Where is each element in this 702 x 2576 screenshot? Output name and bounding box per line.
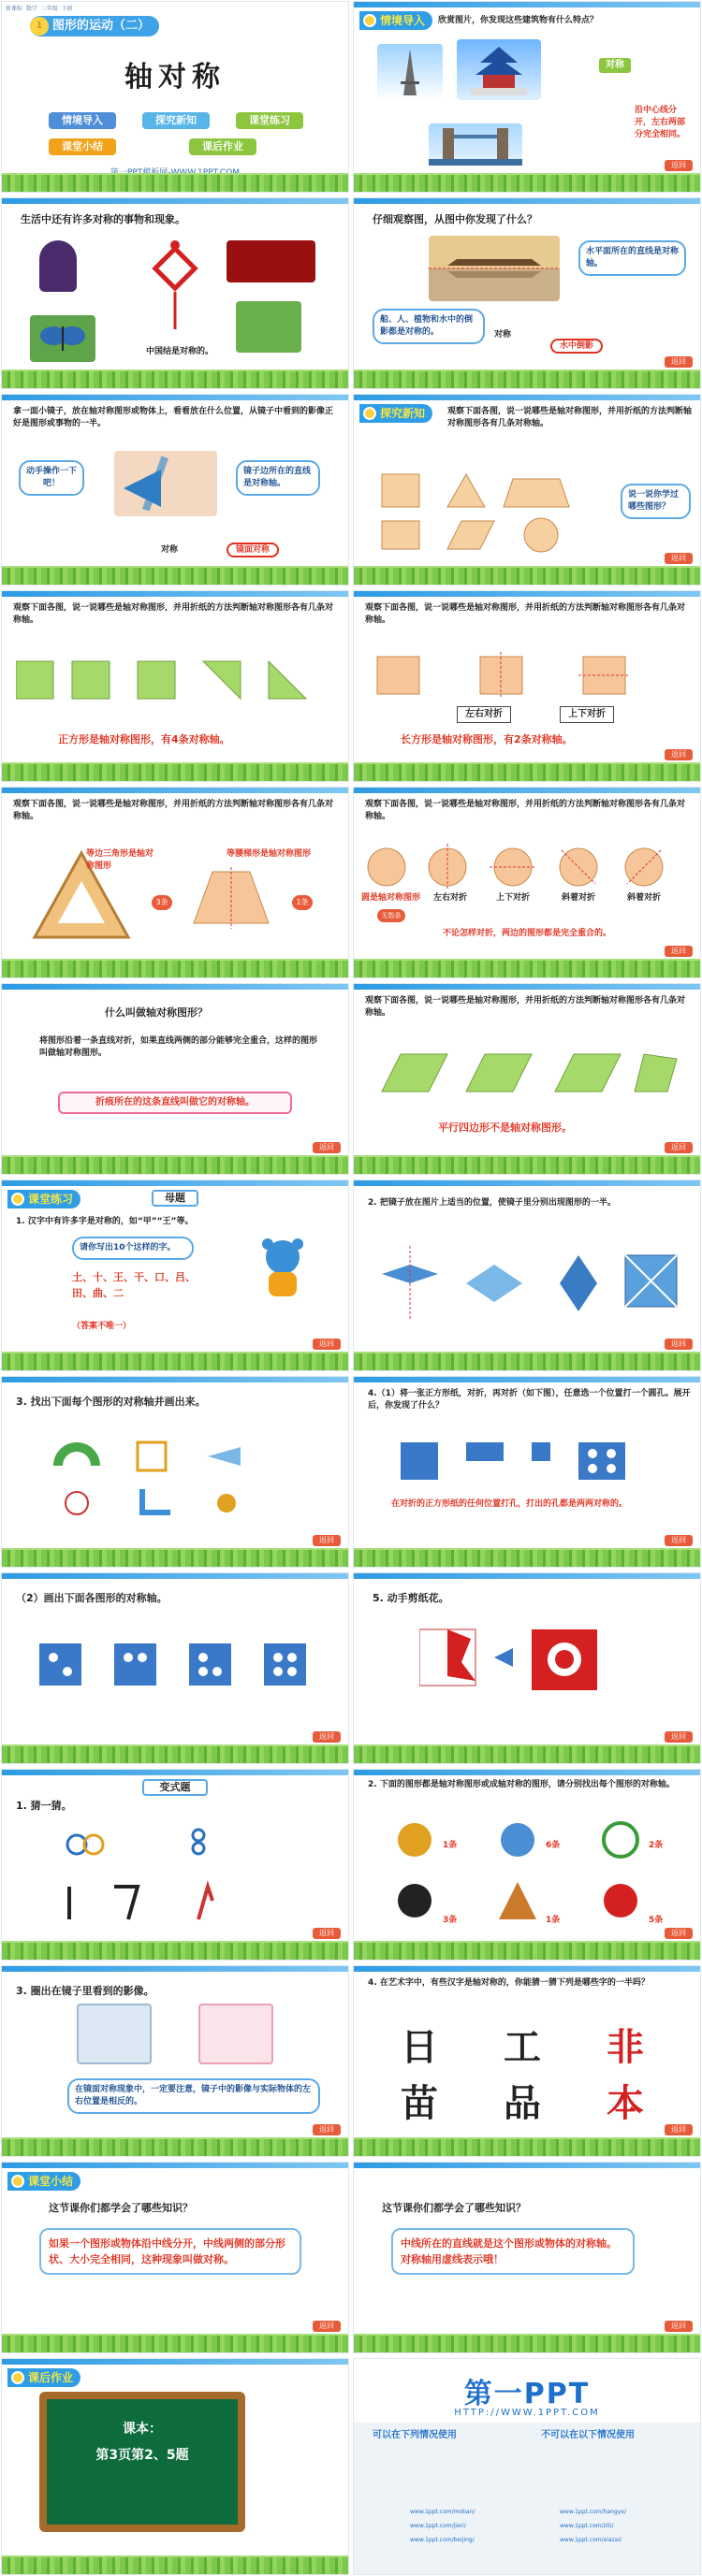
homework-board <box>39 2392 245 2532</box>
mirror-tip: 在镜面对称现象中，一定要注意，镜子中的影像与实际物体的左右位置是相反的。 <box>67 2078 320 2114</box>
pattern-count-5: 1条 <box>546 1916 561 1925</box>
fold-label-2: 上下对折 <box>496 893 531 903</box>
question-axes: 2. 下面的图形都是轴对称图形或成轴对称的图形，请分别找出每个图形的对称轴。 <box>368 1780 675 1789</box>
half-char-3 <box>198 1887 212 1919</box>
trapezoid-figure <box>189 867 273 933</box>
link-2[interactable]: www.1ppt.com/hangye/ <box>560 2509 626 2515</box>
flower-figure <box>66 1492 88 1514</box>
circle-shape <box>524 518 558 552</box>
back-button[interactable]: 返回 <box>313 1928 341 1939</box>
definition-question: 什么叫做轴对称图形？ <box>105 1006 208 1019</box>
link-4[interactable]: www.1ppt.com/ziti/ <box>560 2523 614 2529</box>
eiffel-tower-image <box>377 44 443 100</box>
art-char-3: 非 <box>607 2026 644 2069</box>
triangle-label: 等边三角形是轴对称图形 <box>86 849 154 871</box>
slide-circle-fold <box>353 787 701 978</box>
back-button[interactable]: 返回 <box>665 2321 693 2332</box>
pattern-star <box>560 1255 597 1311</box>
back-button[interactable]: 返回 <box>313 2321 341 2332</box>
cartoon-bear-icon <box>255 1237 311 1302</box>
question-text: 欣赏图片，你发现这些建筑物有什么特点？ <box>438 16 599 25</box>
back-button[interactable]: 返回 <box>665 1535 693 1546</box>
guess-question: 1. 猜一猜。 <box>16 1800 72 1812</box>
menu-summary-button[interactable]: 课堂小结 <box>49 138 116 155</box>
sun-figure <box>217 1494 236 1512</box>
back-button[interactable]: 返回 <box>665 1928 693 1939</box>
triangle-shape <box>447 474 485 507</box>
grass-decoration <box>2 1941 348 1960</box>
menu-homework-button[interactable]: 课后作业 <box>189 138 256 155</box>
arch-figure <box>53 1442 100 1466</box>
grass-decoration <box>354 173 700 192</box>
variant-title: 变式题 <box>142 1779 208 1796</box>
back-button[interactable]: 返回 <box>665 749 693 760</box>
question-mirror: 3. 圈出在镜子里看到的影像。 <box>16 1985 154 1997</box>
info-panel <box>354 2423 701 2575</box>
scissors-icon <box>398 1823 431 1857</box>
axis-figures <box>39 1428 311 1522</box>
observe-text: 观察下面各图，说一说哪些是轴对称图形，并用折纸的方法判断轴对称图形各有几条对称轴。 <box>447 407 693 428</box>
mother-question-label: 母题 <box>152 1190 198 1207</box>
grass-decoration <box>2 1548 348 1567</box>
back-button[interactable]: 返回 <box>313 2124 341 2135</box>
back-button[interactable]: 返回 <box>665 1731 693 1743</box>
tag-dot-icon <box>363 407 376 420</box>
link-5[interactable]: www.1ppt.com/beijing/ <box>410 2537 475 2543</box>
menu-intro-button[interactable]: 情境导入 <box>49 112 116 129</box>
emblem-icon <box>398 1884 431 1918</box>
brand-logo: 第一PPT <box>463 2378 591 2410</box>
parallelogram-folds <box>373 1049 681 1096</box>
tag-dot-icon <box>11 1193 24 1206</box>
slide-paper-cut <box>353 1572 701 1764</box>
mirror-tag: 镜面对称 <box>227 543 279 557</box>
cloud-left: 动手操作一下吧！ <box>19 460 84 496</box>
answer-note: （答案不唯一） <box>72 1322 132 1331</box>
slide-draw-axis <box>1 1572 349 1764</box>
unit-title: 图形的运动（二） <box>30 16 159 36</box>
reflection-note-callout: 船、人、植物和水中的倒影都是对称的。 <box>373 309 485 344</box>
circle-conclusion: 不论怎样对折，两边的图形都是完全重合的。 <box>443 929 612 938</box>
back-button[interactable]: 返回 <box>665 160 693 171</box>
answer-characters: 土、十、王、干、口、吕、田、曲、二 <box>72 1271 196 1299</box>
square-folds <box>16 657 334 713</box>
slide-summary <box>1 2162 349 2353</box>
summary-text: 如果一个图形或物体沿中线分开，中线两侧的部分形状、大小完全相同，这种现象叫做对称。 <box>39 2228 301 2275</box>
knot-circle-1 <box>193 1830 204 1841</box>
observe-text: 观察下面各图，说一说哪些是轴对称图形，并用折纸的方法判断轴对称图形各有几条对称轴。 <box>365 996 686 1018</box>
slide-observe-boat <box>353 197 701 389</box>
paper-full <box>401 1442 438 1480</box>
fold-ud-label: 上下对折 <box>560 706 614 723</box>
pattern-count-4: 3条 <box>443 1916 458 1925</box>
fold-label-3: 斜着对折 <box>562 893 596 903</box>
question-draw-axis: （2）画出下面各图形的对称轴。 <box>16 1592 168 1604</box>
slide-symmetry-life <box>1 197 349 389</box>
link-6[interactable]: www.1ppt.com/xiazai/ <box>560 2537 622 2543</box>
tower-bridge-image <box>429 123 522 166</box>
paper-quarter <box>532 1442 550 1461</box>
question-art: 4. 在艺术字中，有些汉字是轴对称的，你能猜一猜下列是哪些字的一半吗？ <box>368 1978 650 1988</box>
grass-decoration <box>354 1352 700 1370</box>
back-button[interactable]: 返回 <box>665 1339 693 1350</box>
slide-find-axis <box>1 1376 349 1568</box>
square-fold-4 <box>269 661 306 699</box>
grass-decoration <box>354 2137 700 2156</box>
back-button[interactable]: 返回 <box>313 1731 341 1743</box>
observe-text: 观察下面各图，说一说哪些是轴对称图形，并用折纸的方法判断轴对称图形各有几条对称轴。 <box>13 800 334 821</box>
definition-text: 将图形沿着一条直线对折，如果直线两侧的部分能够完全重合，这样的图形叫做轴对称图形。 <box>39 1036 318 1058</box>
slide-find-axes <box>353 1769 701 1961</box>
question-1: 1. 汉字中有许多字是对称的，如“甲”“王”等。 <box>16 1217 194 1226</box>
grass-decoration <box>2 1744 348 1763</box>
grass-decoration <box>354 959 700 977</box>
back-button[interactable]: 返回 <box>313 1535 341 1546</box>
section-tag: 课后作业 <box>7 2368 80 2387</box>
temple-icon <box>457 39 541 100</box>
triangle-count: 3条 <box>152 895 172 910</box>
butterfly-image <box>30 315 95 362</box>
mirror-text: 拿一面小镜子，放在轴对称图形或物体上，看看放在什么位置，从镜子中看到的影像正好是图形或事物的一半。 <box>13 407 334 428</box>
grass-decoration <box>354 1744 700 1763</box>
tag-dot-icon <box>11 2371 24 2384</box>
paper-cut-figures <box>419 1625 607 1700</box>
rectangle-conclusion: 长方形是轴对称图形，有2条对称轴。 <box>401 733 573 745</box>
parallelogram-fold-1 <box>466 1054 532 1092</box>
question-2: 2. 把镜子放在图片上适当的位置，使镜子里分别出现图形的一半。 <box>368 1198 616 1208</box>
chinese-knot-icon <box>142 236 208 339</box>
slide-cover[interactable] <box>1 1 349 193</box>
half-char-1 <box>67 1887 71 1919</box>
square-fold-1 <box>72 661 110 699</box>
back-button[interactable]: 返回 <box>313 1339 341 1350</box>
grass-decoration <box>354 2334 700 2352</box>
grass-decoration <box>354 1155 700 1174</box>
summary-text: 中线所在的直线就是这个图形或物体的对称轴。对称轴用虚线表示哦！ <box>391 2228 635 2275</box>
slide-definition <box>1 983 349 1175</box>
pattern-flower <box>466 1265 522 1302</box>
grass-decoration <box>354 566 700 585</box>
boat-reflection-image <box>429 236 560 301</box>
link-3[interactable]: www.1ppt.com/jieri/ <box>410 2523 466 2529</box>
observe-text: 观察下面各图，说一说哪些是轴对称图形，并用折纸的方法判断轴对称图形各有几条对称轴。 <box>365 800 686 821</box>
knot-circle-2 <box>193 1843 204 1854</box>
circle-count: 无数条 <box>377 909 405 922</box>
grass-decoration <box>2 2137 348 2156</box>
axis-note-callout: 水平面所在的直线是对称轴。 <box>578 240 686 276</box>
grass-decoration <box>2 1352 348 1370</box>
fold-lr-label: 左右对折 <box>457 706 511 723</box>
folding-steps <box>401 1438 644 1484</box>
slide-mirror-half <box>353 1179 701 1371</box>
slide-practice-characters <box>1 1179 349 1371</box>
boat-icon <box>429 236 560 301</box>
square-conclusion: 正方形是轴对称图形，有4条对称轴。 <box>58 733 230 745</box>
brand-url: HTTP://WWW.1PPT.COM <box>454 2408 600 2418</box>
art-char-5: 品 <box>504 2082 541 2125</box>
trapezoid-shape <box>504 479 569 507</box>
chinese-knot-image <box>142 236 208 339</box>
cloud-right: 镜子边所在的直线是对称轴。 <box>236 460 320 496</box>
rectangle-folds <box>368 652 686 708</box>
paper-unfolded <box>578 1442 625 1480</box>
unit-badge: 1 <box>30 17 49 36</box>
symmetry-label: 对称 <box>161 545 179 555</box>
half-figures <box>58 1826 301 1929</box>
board-title: 课本： <box>123 2422 162 2437</box>
knot-icon <box>604 1823 637 1857</box>
pattern-count-3: 2条 <box>649 1841 664 1850</box>
answer-label: 对称 <box>599 58 631 73</box>
usage-allowed-heading: 可以在下列情况使用 <box>373 2430 457 2440</box>
slide-triangle-trapezoid <box>1 787 349 978</box>
hole-answer: 在对折的正方形纸的任何位置打孔，打出的孔都是两两对称的。 <box>391 1499 628 1509</box>
square-fold-2 <box>138 661 175 699</box>
slide-paper-hole <box>353 1376 701 1568</box>
pattern-count-1: 1条 <box>443 1841 458 1850</box>
question-bubble: 说一说你学过哪些图形？ <box>621 484 691 519</box>
question-4: 4.（1）将一张正方形纸，对折，再对折（如下图），任意选一个位置打一个圆孔。展开后，你发现了什么？ <box>368 1389 691 1411</box>
flower-icon <box>604 1884 637 1918</box>
parallelogram-shape <box>382 1054 447 1092</box>
grass-decoration <box>354 1548 700 1567</box>
fold-label-1: 左右对折 <box>433 893 468 903</box>
symmetric-patterns <box>391 1816 672 1929</box>
symmetry-label: 对称 <box>494 330 512 340</box>
grass-decoration <box>354 369 700 388</box>
trapezoid-count: 1条 <box>292 895 313 910</box>
question-text: 仔细观察图，从图中你发现了什么？ <box>373 213 537 225</box>
paper-half <box>466 1442 504 1461</box>
mirror-image-1 <box>77 2004 152 2064</box>
circle-shape <box>368 848 405 886</box>
dot-square-2 <box>114 1643 156 1686</box>
summary-question: 这节课你们都学会了哪些知识？ <box>382 2202 526 2214</box>
slide-art-characters <box>353 1965 701 2157</box>
bridge-icon <box>429 123 522 166</box>
back-button[interactable]: 返回 <box>313 1142 341 1153</box>
hand-mirror-image <box>114 451 217 516</box>
menu-explore-button[interactable]: 探究新知 <box>142 112 210 129</box>
slide-mirror-image <box>1 1965 349 2157</box>
back-button[interactable]: 返回 <box>665 1142 693 1153</box>
dot-squares <box>39 1639 320 1695</box>
menu-practice-button[interactable]: 课堂练习 <box>236 112 303 129</box>
section-tag: 情境导入 <box>359 11 432 30</box>
question-3: 3. 找出下面每个图形的对称轴并画出来。 <box>16 1396 206 1408</box>
rectangle-shape <box>382 521 419 549</box>
observe-text: 观察下面各图，说一说哪些是轴对称图形，并用折纸的方法判断轴对称图形各有几条对称轴。 <box>365 603 686 625</box>
dot-square-3 <box>189 1643 231 1686</box>
rectangle-shape <box>377 657 419 694</box>
frame-figure <box>138 1442 166 1470</box>
grass-decoration <box>2 173 348 192</box>
mirror-icon <box>114 451 217 516</box>
shape-set <box>373 470 625 563</box>
tag-dot-icon <box>11 2175 24 2188</box>
slide-homework <box>1 2358 349 2575</box>
back-button[interactable]: 返回 <box>665 356 693 368</box>
observe-text: 观察下面各图，说一说哪些是轴对称图形，并用折纸的方法判断轴对称图形各有几条对称轴。 <box>13 603 334 625</box>
corner-figure <box>142 1489 170 1512</box>
grass-decoration <box>2 959 348 977</box>
snowflake-icon <box>501 1823 534 1857</box>
trapezoid-label: 等腰梯形是轴对称图形 <box>227 849 312 859</box>
knot-caption: 中国结是对称的。 <box>145 347 213 356</box>
slide-mirror-test <box>1 394 349 586</box>
grass-decoration <box>2 2334 348 2352</box>
axis-note: 折痕所在的这条直线叫做它的对称轴。 <box>58 1092 292 1114</box>
art-char-1: 日 <box>401 2026 438 2069</box>
grass-decoration <box>2 762 348 781</box>
art-char-4: 苗 <box>401 2082 438 2125</box>
back-button[interactable]: 返回 <box>665 946 693 957</box>
parallelogram-shape <box>447 521 494 549</box>
fold-label-4: 斜着对折 <box>627 893 662 903</box>
butterfly-icon <box>30 315 95 362</box>
slide-scene-intro <box>353 1 701 193</box>
arrow-icon <box>494 1648 513 1667</box>
arrow-figure <box>208 1447 241 1466</box>
section-tag: 探究新知 <box>359 404 432 423</box>
mirror-patterns <box>373 1246 681 1321</box>
grass-decoration <box>2 2555 348 2574</box>
grass-decoration <box>354 1941 700 1960</box>
pattern-count-6: 5条 <box>649 1916 664 1925</box>
tower-icon <box>377 44 443 100</box>
question-5: 5. 动手剪纸花。 <box>373 1592 449 1604</box>
back-button[interactable]: 返回 <box>665 2124 693 2135</box>
main-title: 轴对称 <box>124 61 226 94</box>
slide-guess <box>1 1769 349 1961</box>
section-tag: 课堂小结 <box>7 2172 80 2191</box>
pattern-count-2: 6条 <box>546 1841 561 1850</box>
slide-summary-2 <box>353 2162 701 2353</box>
temple-of-heaven-image <box>457 39 541 100</box>
back-button[interactable]: 返回 <box>665 553 693 564</box>
write-bubble: 请你写出10个这样的字。 <box>72 1237 194 1260</box>
summary-question: 这节课你们都学会了哪些知识？ <box>49 2202 193 2214</box>
art-char-6: 本 <box>607 2082 644 2125</box>
slide-explore-shapes <box>353 394 701 586</box>
vase-image <box>39 240 77 292</box>
slide-rectangle-fold <box>353 590 701 782</box>
parallelogram-fold-2 <box>555 1054 621 1092</box>
slide-square-fold <box>1 590 349 782</box>
square-shape <box>16 661 53 699</box>
answer-note: 沿中心线分开，左右两部分完全相同。 <box>635 106 686 139</box>
intro-text: 生活中还有许多对称的事物和现象。 <box>21 213 185 225</box>
mirror-tag: 水中倒影 <box>550 339 603 354</box>
dot-square-1 <box>39 1643 81 1686</box>
square-shape <box>382 474 419 507</box>
board-text: 第3页第2、5题 <box>95 2448 189 2463</box>
slide-parallelogram <box>353 983 701 1175</box>
parallelogram-conclusion: 平行四边形不是轴对称图形。 <box>438 1122 572 1134</box>
leaf-icon <box>499 1882 536 1919</box>
red-paper-image <box>227 240 315 282</box>
grass-decoration <box>2 369 348 388</box>
cover-nav: 新课标 数学 三年级 下册 <box>6 6 73 12</box>
grass-decoration <box>2 566 348 585</box>
slide-brand <box>353 2358 701 2575</box>
section-tag: 课堂练习 <box>7 1190 80 1208</box>
square-fold-3 <box>203 661 241 699</box>
grass-decoration <box>2 1155 348 1174</box>
tag-dot-icon <box>363 14 376 27</box>
grass-decoration <box>354 762 700 781</box>
leaf-image <box>236 301 301 353</box>
dot-square-4 <box>264 1643 306 1686</box>
usage-forbidden-heading: 不可以在以下情况使用 <box>541 2430 635 2440</box>
half-char-2 <box>114 1887 138 1919</box>
link-1[interactable]: www.1ppt.com/moban/ <box>410 2509 475 2515</box>
circle-folds <box>363 844 691 890</box>
parallelogram-fold-3 <box>635 1054 677 1092</box>
circle-label: 圆是轴对称图形 <box>361 893 421 903</box>
art-char-2: 工 <box>504 2026 541 2069</box>
mirror-image-2 <box>198 2004 273 2064</box>
